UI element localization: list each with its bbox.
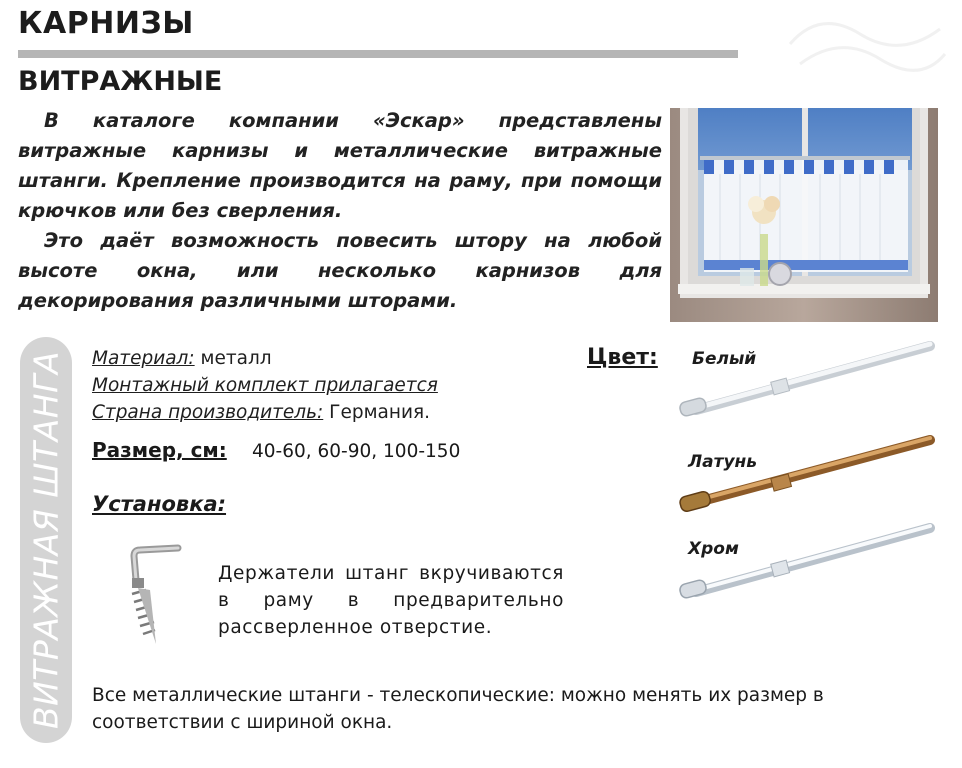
watermark-graphic — [780, 4, 950, 82]
size-label: Размер, см: — [92, 438, 227, 462]
white-rod-image — [676, 338, 938, 418]
country-value: Германия. — [329, 402, 430, 423]
color-title: Цвет: — [587, 345, 658, 370]
page-title: КАРНИЗЫ — [18, 6, 194, 41]
section-title: ВИТРАЖНЫЕ — [18, 66, 223, 97]
window-curtain-photo — [670, 108, 938, 322]
intro-paragraph-1: В каталоге компании «Эскар» представлены витражные карнизы и металлические витражные штанги. Крепление производится на раму, при помощи крючков или без сверления. — [18, 109, 662, 222]
material-row — [92, 348, 272, 369]
intro-text — [18, 106, 662, 316]
brass-rod-image — [676, 432, 938, 512]
country-label: Страна производитель: — [92, 402, 324, 423]
color-label-white: Белый — [692, 349, 757, 369]
side-tab-label: ВИТРАЖНАЯ ШТАНГА — [26, 350, 66, 730]
intro-paragraph-2: Это даёт возможность повесить штору на любой высоте окна, или несколько карнизов для декорирования различными шторами. — [18, 229, 662, 312]
screw-hook-icon — [126, 540, 188, 656]
color-label-brass: Латунь — [688, 452, 758, 472]
country-row — [92, 402, 430, 423]
size-value: 40-60, 60-90, 100-150 — [252, 441, 461, 462]
installation-title: Установка: — [92, 492, 227, 516]
material-label: Материал: — [92, 348, 195, 369]
installation-text: Держатели штанг вкручиваются в раму в предварительно рассверленное отверстие. — [218, 563, 564, 638]
title-divider — [18, 50, 738, 58]
material-value: металл — [200, 348, 272, 369]
color-label-chrome: Хром — [688, 539, 739, 559]
telescopic-note: Все металлические штанги - телескопические: можно менять их размер в соответствии с шириной окна. — [92, 685, 824, 733]
mounting-kit-text: Монтажный комплект прилагается — [92, 375, 438, 396]
mounting-kit-row — [92, 375, 438, 396]
chrome-rod-image — [676, 520, 938, 600]
